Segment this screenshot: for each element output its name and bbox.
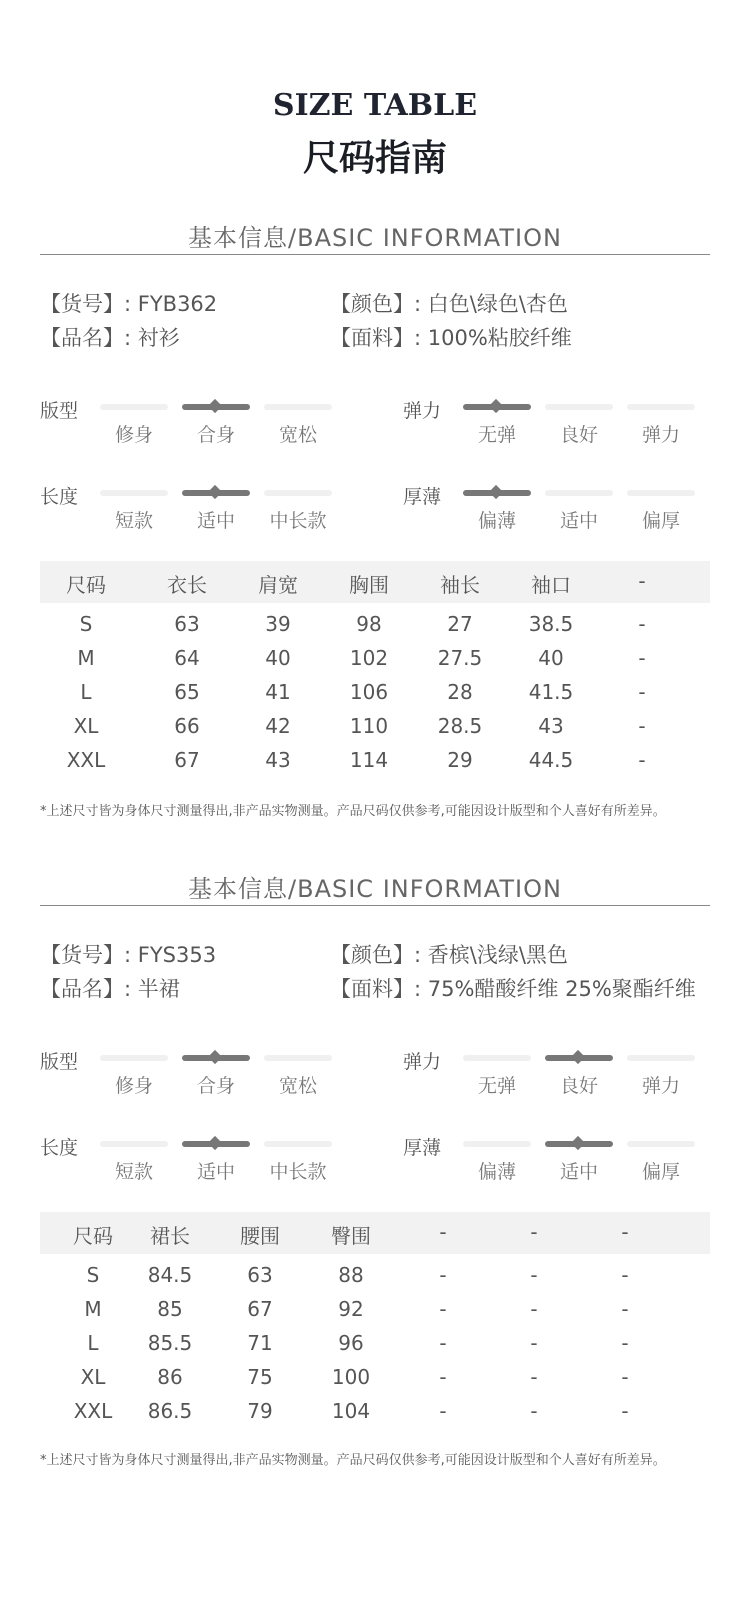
table-cell: 44.5 bbox=[528, 748, 574, 772]
table-cell: - bbox=[530, 1263, 538, 1287]
scale-option: 偏薄 bbox=[477, 1161, 516, 1183]
diamond-marker-icon bbox=[571, 1050, 585, 1064]
table-cell: - bbox=[638, 714, 646, 738]
scale-label: 长度 bbox=[40, 1137, 79, 1159]
scale-label: 厚薄 bbox=[403, 1137, 442, 1159]
table-cell: - bbox=[439, 1263, 447, 1287]
table-cell: 27.5 bbox=[437, 646, 483, 670]
table-cell: 71 bbox=[247, 1331, 273, 1355]
table-cell: 106 bbox=[349, 680, 389, 704]
size-section-1 bbox=[0, 218, 750, 818]
scale-option: 弹力 bbox=[641, 424, 680, 446]
table-header-cell: - bbox=[621, 1220, 629, 1244]
table-cell: 86.5 bbox=[147, 1399, 193, 1423]
table-cell: - bbox=[439, 1399, 447, 1423]
diamond-marker-icon bbox=[489, 485, 503, 499]
table-cell: - bbox=[621, 1331, 629, 1355]
table-cell: - bbox=[621, 1399, 629, 1423]
table-cell: - bbox=[638, 646, 646, 670]
scale-option: 偏厚 bbox=[641, 510, 680, 532]
table-cell: 92 bbox=[338, 1297, 364, 1321]
table-cell: - bbox=[638, 748, 646, 772]
scale-segment bbox=[627, 404, 695, 410]
table-header-cell: - bbox=[638, 569, 646, 593]
scale-segment-selected bbox=[545, 1055, 613, 1061]
table-cell: 63 bbox=[174, 612, 200, 636]
table-cell: 84.5 bbox=[147, 1263, 193, 1287]
scale-segment-selected bbox=[182, 1055, 250, 1061]
table-cell: 102 bbox=[349, 646, 389, 670]
table-cell: - bbox=[621, 1365, 629, 1389]
scale-label: 厚薄 bbox=[403, 486, 442, 508]
scale-option: 宽松 bbox=[278, 424, 317, 446]
table-cell: 43 bbox=[538, 714, 564, 738]
table-cell: 43 bbox=[265, 748, 291, 772]
table-cell: - bbox=[621, 1263, 629, 1287]
table-cell: - bbox=[530, 1331, 538, 1355]
scale-option: 良好 bbox=[559, 424, 598, 446]
scale-segment-selected bbox=[182, 1141, 250, 1147]
table-cell: M bbox=[84, 1297, 102, 1321]
table-cell: 67 bbox=[174, 748, 200, 772]
scale-option: 适中 bbox=[559, 1161, 598, 1183]
scale-option: 偏厚 bbox=[641, 1161, 680, 1183]
item-color: 【颜色】: 白色\绿色\杏色 bbox=[330, 292, 568, 316]
scale-option: 偏薄 bbox=[477, 510, 516, 532]
scale-label: 版型 bbox=[40, 1051, 79, 1073]
size-section-2 bbox=[0, 869, 750, 1469]
table-cell: 40 bbox=[538, 646, 564, 670]
scale-segment-selected bbox=[463, 404, 531, 410]
table-cell: 88 bbox=[338, 1263, 364, 1287]
scale-segment bbox=[100, 1055, 168, 1061]
table-cell: 42 bbox=[265, 714, 291, 738]
scale-segment-selected bbox=[182, 404, 250, 410]
size-disclaimer: *上述尺寸皆为身体尺寸测量得出,非产品实物测量。产品尺码仅供参考,可能因设计版型和个人喜好有所差异。 bbox=[40, 1453, 666, 1468]
table-cell: 79 bbox=[247, 1399, 273, 1423]
table-cell: 63 bbox=[247, 1263, 273, 1287]
table-cell: L bbox=[87, 1331, 99, 1355]
item-name: 【品名】: 半裙 bbox=[40, 977, 180, 1001]
item-number: 【货号】: FYS353 bbox=[40, 943, 217, 967]
table-cell: 85 bbox=[157, 1297, 183, 1321]
table-cell: - bbox=[530, 1297, 538, 1321]
table-header-cell: 袖长 bbox=[440, 573, 480, 597]
item-fabric: 【面料】: 75%醋酸纤维 25%聚酯纤维 bbox=[330, 977, 696, 1001]
scale-segment bbox=[545, 490, 613, 496]
diamond-marker-icon bbox=[571, 1136, 585, 1150]
table-cell: - bbox=[530, 1365, 538, 1389]
scale-option: 无弹 bbox=[477, 1075, 516, 1097]
table-cell: M bbox=[77, 646, 95, 670]
table-header-cell: 衣长 bbox=[167, 573, 207, 597]
scale-segment bbox=[264, 404, 332, 410]
table-cell: - bbox=[530, 1399, 538, 1423]
table-header-cell: 臀围 bbox=[331, 1224, 371, 1248]
scale-segment bbox=[463, 1141, 531, 1147]
table-cell: S bbox=[86, 1263, 100, 1287]
scale-label: 版型 bbox=[40, 400, 79, 422]
table-cell: - bbox=[621, 1297, 629, 1321]
scale-option: 适中 bbox=[559, 510, 598, 532]
scale-segment bbox=[100, 490, 168, 496]
table-cell: 110 bbox=[349, 714, 389, 738]
scale-option: 短款 bbox=[114, 1161, 153, 1183]
table-cell: 41 bbox=[265, 680, 291, 704]
table-cell: XL bbox=[80, 1365, 106, 1389]
table-cell: - bbox=[638, 680, 646, 704]
table-cell: 39 bbox=[265, 612, 291, 636]
table-cell: 40 bbox=[265, 646, 291, 670]
table-cell: 98 bbox=[356, 612, 382, 636]
table-cell: - bbox=[439, 1297, 447, 1321]
table-header-cell: 肩宽 bbox=[258, 573, 298, 597]
scale-option: 合身 bbox=[196, 1075, 235, 1097]
table-header-cell: 尺码 bbox=[66, 573, 106, 597]
scale-segment bbox=[545, 404, 613, 410]
scale-segment bbox=[264, 1141, 332, 1147]
scale-option: 宽松 bbox=[278, 1075, 317, 1097]
scale-option: 无弹 bbox=[477, 424, 516, 446]
table-cell: 27 bbox=[447, 612, 473, 636]
scale-option: 弹力 bbox=[641, 1075, 680, 1097]
table-cell: 86 bbox=[157, 1365, 183, 1389]
table-cell: 29 bbox=[447, 748, 473, 772]
table-cell: 100 bbox=[331, 1365, 371, 1389]
diamond-marker-icon bbox=[489, 399, 503, 413]
scale-segment-selected bbox=[182, 490, 250, 496]
table-header-cell: 胸围 bbox=[349, 573, 389, 597]
scale-option: 短款 bbox=[114, 510, 153, 532]
table-cell: 96 bbox=[338, 1331, 364, 1355]
table-cell: L bbox=[80, 680, 92, 704]
table-header-cell: 袖口 bbox=[531, 573, 571, 597]
scale-segment bbox=[627, 1141, 695, 1147]
item-number: 【货号】: FYB362 bbox=[40, 292, 218, 316]
section-heading: 基本信息/BASIC INFORMATION bbox=[188, 875, 562, 903]
scale-option: 合身 bbox=[196, 424, 235, 446]
scale-segment bbox=[627, 1055, 695, 1061]
table-header-cell: 腰围 bbox=[240, 1224, 280, 1248]
scale-segment bbox=[264, 490, 332, 496]
table-cell: XL bbox=[73, 714, 99, 738]
item-name: 【品名】: 衬衫 bbox=[40, 326, 180, 350]
table-cell: 104 bbox=[331, 1399, 371, 1423]
diamond-marker-icon bbox=[208, 485, 222, 499]
table-header-cell: 裙长 bbox=[150, 1224, 190, 1248]
table-cell: 67 bbox=[247, 1297, 273, 1321]
scale-label: 长度 bbox=[40, 486, 79, 508]
diamond-marker-icon bbox=[208, 1050, 222, 1064]
table-cell: 75 bbox=[247, 1365, 273, 1389]
size-table bbox=[40, 561, 710, 781]
diamond-marker-icon bbox=[208, 1136, 222, 1150]
table-cell: 65 bbox=[174, 680, 200, 704]
size-table bbox=[40, 1212, 710, 1432]
section-heading: 基本信息/BASIC INFORMATION bbox=[188, 224, 562, 252]
scale-segment bbox=[627, 490, 695, 496]
scale-option: 中长款 bbox=[269, 510, 327, 532]
size-disclaimer: *上述尺寸皆为身体尺寸测量得出,非产品实物测量。产品尺码仅供参考,可能因设计版型和个人喜好有所差异。 bbox=[40, 804, 666, 819]
scale-option: 适中 bbox=[196, 1161, 235, 1183]
diamond-marker-icon bbox=[208, 399, 222, 413]
table-cell: XXL bbox=[66, 748, 106, 772]
item-fabric: 【面料】: 100%粘胶纤维 bbox=[330, 326, 572, 350]
table-cell: S bbox=[79, 612, 93, 636]
section-divider bbox=[40, 905, 710, 906]
section-divider bbox=[40, 254, 710, 255]
table-cell: 38.5 bbox=[528, 612, 574, 636]
item-color: 【颜色】: 香槟\浅绿\黑色 bbox=[330, 943, 568, 967]
page-title-cn: 尺码指南 bbox=[302, 137, 447, 179]
table-header-cell: - bbox=[439, 1220, 447, 1244]
table-cell: - bbox=[439, 1331, 447, 1355]
scale-option: 适中 bbox=[196, 510, 235, 532]
scale-segment bbox=[463, 1055, 531, 1061]
table-cell: 114 bbox=[349, 748, 389, 772]
table-cell: 66 bbox=[174, 714, 200, 738]
scale-segment bbox=[100, 1141, 168, 1147]
scale-segment-selected bbox=[463, 490, 531, 496]
table-cell: 64 bbox=[174, 646, 200, 670]
table-cell: 28 bbox=[447, 680, 473, 704]
scale-option: 修身 bbox=[114, 1075, 153, 1097]
scale-option: 修身 bbox=[114, 424, 153, 446]
table-cell: 85.5 bbox=[147, 1331, 193, 1355]
table-cell: - bbox=[638, 612, 646, 636]
scale-segment bbox=[100, 404, 168, 410]
table-cell: - bbox=[439, 1365, 447, 1389]
page-title-en: SIZE TABLE bbox=[272, 88, 478, 123]
scale-label: 弹力 bbox=[403, 400, 442, 422]
scale-option: 中长款 bbox=[269, 1161, 327, 1183]
table-header-cell: 尺码 bbox=[73, 1224, 113, 1248]
scale-label: 弹力 bbox=[403, 1051, 442, 1073]
table-cell: 28.5 bbox=[437, 714, 483, 738]
scale-segment bbox=[264, 1055, 332, 1061]
scale-segment-selected bbox=[545, 1141, 613, 1147]
table-cell: XXL bbox=[73, 1399, 113, 1423]
table-header-cell: - bbox=[530, 1220, 538, 1244]
table-cell: 41.5 bbox=[528, 680, 574, 704]
scale-option: 良好 bbox=[559, 1075, 598, 1097]
